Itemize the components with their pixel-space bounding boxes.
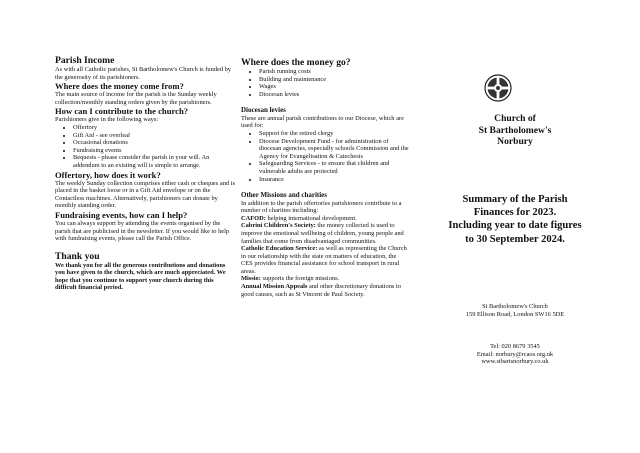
list-item: • Bequests - please consider the parish in your will. An addendum to an existing will is simple to arrange. (73, 154, 235, 169)
cafod-entry (241, 215, 409, 223)
summary-title (430, 193, 600, 246)
summary-line: Including year to date figures (448, 220, 582, 232)
cafod-label: CAFOD: (241, 214, 266, 222)
list-item: • Insurance (259, 176, 409, 184)
ces-text: as well as representing the Church in our relationship with the state on matters of education, the CES provides financial assistance for school transport in rural areas. (241, 245, 407, 275)
appeals-text: and other discretionary donations to good causes, such as St Vincent de Paul Society. (241, 283, 401, 298)
list-item: • Parish running costs (259, 68, 409, 76)
list-item: • Support for the retired clergy (259, 130, 409, 138)
diocesan-levies-list (241, 130, 409, 183)
fundraising-heading: Fundraising events, how can I help? (55, 209, 188, 220)
list-item: • Offertory (73, 124, 235, 132)
middle-panel (241, 57, 409, 298)
church-name-line: St Bartholomew's (478, 124, 552, 136)
list-item: • Diocesan levies (259, 91, 409, 99)
list-item: • Fundraising events (73, 147, 235, 155)
missio-label: Missio: (241, 275, 261, 283)
missions-text: In addition to the parish offertories parishioners contribute to a number of charities including: (241, 199, 402, 215)
address-line: 159 Ellison Road, London SW16 5DE (465, 310, 565, 318)
parish-income-text: As with all Catholic parishes, St Bartholomew's Church is funded by the generosity of its parishioners. (55, 66, 231, 81)
missions-heading: Other Missions and charities (241, 191, 328, 200)
offertory-heading: Offertory, how does it work? (55, 169, 161, 180)
contribute-heading: How can I contribute to the church? (55, 106, 189, 117)
list-item: • Diocese Development Fund - for administration of diocesan agencies, especially schools Commission and the Agency for Evangelisation & Catechesis (259, 138, 409, 161)
contact-details (432, 343, 598, 366)
list-item: • Gift Aid - see overleaf (73, 132, 235, 140)
diocesan-levies-text: These are annual parish contributions to our Diocese, which are used for: (241, 114, 404, 130)
email: Email: norbury@rcaos.org.uk (476, 350, 554, 358)
money-go-heading: Where does the money go? (241, 57, 351, 68)
missio-entry (241, 275, 409, 283)
summary-line: Finances for 2023. (473, 207, 557, 219)
cover-panel (432, 0, 598, 453)
thank-you-heading: Thank you (55, 250, 100, 262)
cabrini-entry (241, 222, 409, 245)
cabrini-label: Cabrini Children's Society: (241, 222, 316, 230)
ces-label: Catholic Education Service: (241, 245, 318, 253)
diocesan-levies-heading: Diocesan levies (241, 106, 286, 115)
offertory-text: The weekly Sunday collection comprises either cash or cheques and is placed in the basket loose or in a Gift Aid envelope or on the Contactless machines. Alternatively, parishioners can donate by monthly standing order. (55, 179, 235, 210)
church-emblem-icon (484, 74, 512, 102)
appeals-label: Annual Mission Appeals (241, 283, 308, 291)
money-go-list (241, 68, 409, 98)
appeals-entry (241, 283, 409, 298)
thank-you-text: We thank you for all the generous contributions and donations you have given to the church, which are much appreciated. We hope that you continue to support your church during this difficult financial period. (55, 261, 226, 292)
missio-text: supports the foreign missions. (260, 275, 340, 283)
parish-income-heading: Parish Income (55, 55, 115, 66)
summary-line: Summary of the Parish (462, 194, 568, 205)
church-name-line: Church of (494, 113, 536, 124)
list-item: • Safeguarding Services - to ensure that children and vulnerable adults are protected (259, 160, 409, 175)
contribute-list (55, 124, 235, 170)
summary-line: to 30 September 2024. (465, 233, 565, 245)
left-panel (55, 55, 235, 292)
telephone: Tel: 020 8679 3545 (490, 343, 540, 350)
cabrini-text: the money collected is used to improve the emotional wellbeing of children, young people and families that come from disadvantaged communities. (241, 222, 404, 245)
fundraising-text: You can always support by attending the events organised by the parish that are publicised in the newsletter. If you would like to help with fundraising events, please call the Parish Office. (55, 219, 230, 243)
list-item: • Wages (259, 83, 409, 91)
list-item: • Building and maintenance (259, 76, 409, 84)
church-name-line: Norbury (497, 136, 533, 147)
contribute-intro: Parishioners give in the following ways: (55, 116, 159, 124)
cafod-text: helping international development. (265, 214, 357, 222)
list-item: • Occasional donations (73, 139, 235, 147)
address-line: St Bartholomew's Church (482, 303, 548, 310)
money-from-text: The main source of income for the parish is the Sunday weekly collection/monthly standing orders given by the parishioners. (55, 91, 217, 106)
ces-entry (241, 245, 409, 275)
money-from-heading: Where does the money come from? (55, 81, 184, 92)
church-name (432, 113, 598, 148)
website: www.stbartsnorbury.co.uk (481, 358, 549, 366)
church-address (430, 303, 600, 318)
